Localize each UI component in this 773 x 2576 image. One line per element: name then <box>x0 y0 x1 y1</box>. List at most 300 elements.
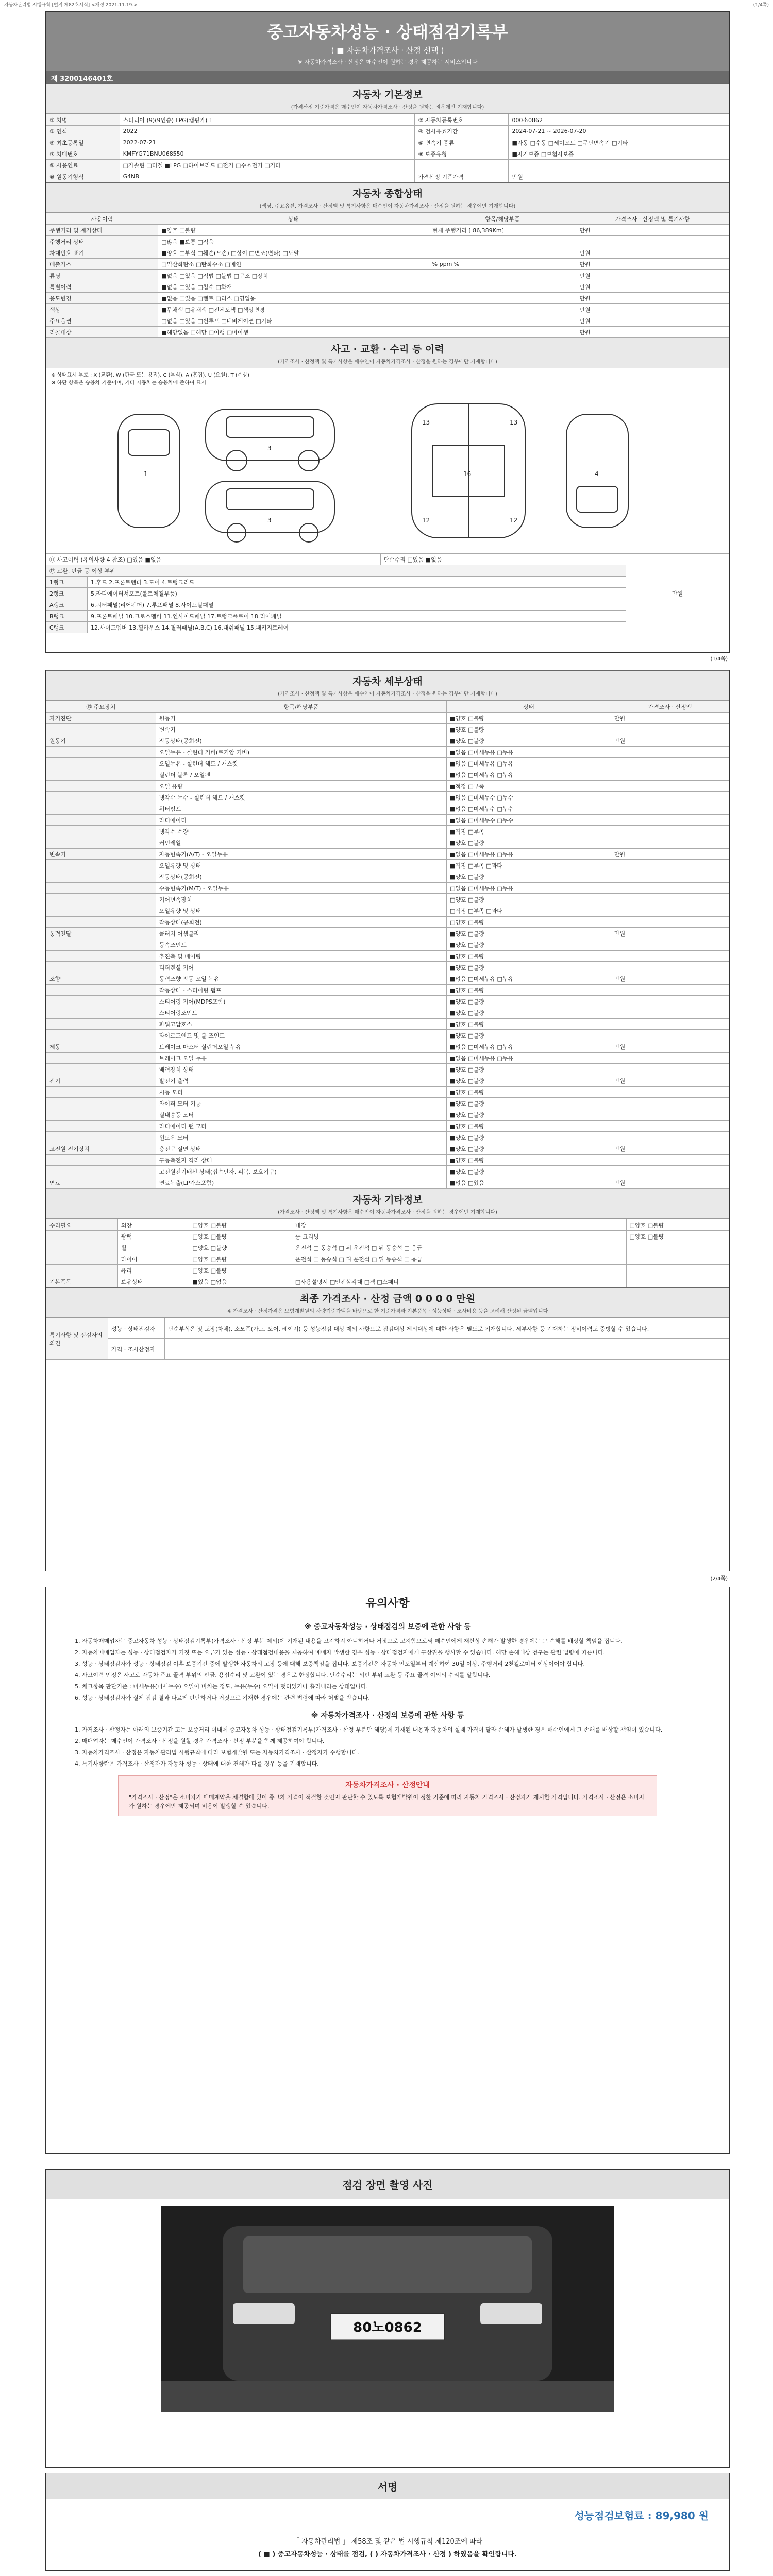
table-cell: ■양호 □불량 <box>446 928 611 939</box>
document-subtitle: ( ■ 자동차가격조사 · 산정 선택 ) <box>331 46 444 55</box>
table-cell: □많음 ■보통 □적음 <box>158 236 429 247</box>
table-cell: 제동 <box>46 1041 156 1053</box>
table-cell: ■없음 □있음 <box>446 1177 611 1189</box>
table-cell <box>429 304 576 315</box>
table-row <box>46 871 729 883</box>
table-cell: 주행거리 및 계기상태 <box>46 225 158 236</box>
table-cell: ■없음 □미세누수 □누수 <box>446 803 611 815</box>
table-row <box>46 996 729 1007</box>
table-cell: 만원 <box>611 1177 729 1189</box>
table-cell: ③ 연식 <box>46 126 120 137</box>
table-cell: 오일유량 및 상태 <box>156 905 446 917</box>
table-cell: 리콜대상 <box>46 327 158 338</box>
accident-legend: ※ 상태표시 부호 : X (교환), W (판금 또는 용접), C (부식), A (흠집), U (요철), T (손상) <box>51 372 250 378</box>
table-cell: 만원 <box>611 973 729 985</box>
table-cell: 보유상태 <box>117 1276 189 1287</box>
table-cell: 룸 크리닝 <box>292 1231 626 1242</box>
table-row <box>46 1030 729 1041</box>
table-row <box>46 917 729 928</box>
table-cell <box>611 962 729 973</box>
table-cell: ■자동 □수동 □세미오토 □무단변속기 □기타 <box>509 137 729 148</box>
table-row <box>46 747 729 758</box>
notice-title: 유의사항 <box>46 1587 729 1616</box>
table-row <box>46 126 729 137</box>
table-cell: ④ 검사유효기간 <box>415 126 509 137</box>
accident-header <box>46 338 729 368</box>
svg-text:12: 12 <box>422 517 430 524</box>
table-cell <box>46 724 156 735</box>
table-row <box>46 1155 729 1166</box>
notice-item: 3. 성능 · 상태점검자가 성능 · 상태점검 이후 보증기간 중에 발생한 자동차의 고장 등에 대해 보증책임을 집니다. 보증기간은 자동차 인도일부터 계산하여 30일 이상, 주행거리 2천킬로미터 이상이어야 합니다. <box>82 1659 709 1668</box>
table-cell <box>626 1265 729 1276</box>
table-row <box>46 769 729 781</box>
table-cell: ② 자동차등록번호 <box>415 114 509 126</box>
page-two <box>45 670 730 1571</box>
table-cell: 배력장치 상태 <box>156 1064 446 1075</box>
table-cell: ■없음 □미세누유 □누유 <box>446 769 611 781</box>
rank-name: B랭크 <box>46 611 88 622</box>
table-cell <box>46 1155 156 1166</box>
table-cell: 만원 <box>576 315 729 327</box>
column-header: ⑬ 주요장치 <box>46 701 156 713</box>
signature-title: 서명 <box>46 2473 729 2499</box>
table-cell <box>46 939 156 951</box>
table-cell: ■양호 □불량 <box>446 939 611 951</box>
signature-footer-two: ( ■ ) 중고자동차성능 · 상태를 점검, ( ) 자동차가격조사 · 산정 ) 하였음을 확인합니다. <box>258 2551 517 2558</box>
table-cell: 만원 <box>576 225 729 236</box>
signature-section <box>45 2473 730 2571</box>
table-cell <box>46 1087 156 1098</box>
table-cell <box>611 1155 729 1166</box>
table-cell <box>46 860 156 871</box>
notice-item: 1. 가격조사 · 산정자는 아래의 보증기간 또는 보증거리 이내에 중고자동차 성능 · 상태점검기록부(가격조사 · 산정 부분만 해당)에 기재된 내용과 자동차의 실제 가격이 달라 손해가 발생한 경우 매수인에게 그 손해를 배상할 책임이 있습니다. <box>82 1725 709 1734</box>
table-cell: 가격산정 기준가격 <box>415 171 509 182</box>
table-cell <box>611 792 729 803</box>
table-cell <box>611 905 729 917</box>
table-cell: ■양호 □불량 <box>158 225 429 236</box>
table-cell: □가솔린 □디젤 ■LPG □하이브리드 □전기 □수소전기 □기타 <box>120 160 415 171</box>
table-cell: ■자가보증 □보험사보증 <box>509 148 729 160</box>
table-row <box>46 315 729 327</box>
table-row <box>46 1132 729 1143</box>
vehicle-photo-icon <box>161 2206 614 2412</box>
table-cell <box>46 883 156 894</box>
table-cell: 용도변경 <box>46 293 158 304</box>
price-guide-text: "가격조사 · 산정"은 소비자가 매매계약을 체결함에 있어 중고차 가격이 적절한 것인지 판단할 수 있도록 보험개발원이 정한 기준에 따라 자동차 가격조사 · 산정자가 제시한 가격입니다. 가격조사 · 산정은 소비자가 원하는 경우에만 제공되며 비용이 발생할 수 있습니다. <box>129 1794 645 1809</box>
table-cell: 오일누유 - 실린더 커버(로커암 커버) <box>156 747 446 758</box>
table-row <box>46 1253 729 1265</box>
table-cell <box>611 894 729 905</box>
svg-text:1: 1 <box>144 470 148 478</box>
special-table <box>46 1318 729 1360</box>
table-row <box>46 293 729 304</box>
table-cell: 만원 <box>576 293 729 304</box>
table-cell <box>611 1098 729 1109</box>
special-row-label: 성능 · 상태점검자 <box>108 1318 165 1339</box>
table-cell: 만원 <box>576 304 729 315</box>
table-row <box>46 803 729 815</box>
table-cell: □사용설명서 □안전삼각대 □잭 □스패너 <box>292 1276 626 1287</box>
table-cell: 2022-07-21 <box>120 137 415 148</box>
table-cell <box>46 951 156 962</box>
other-title: 자동차 기타정보 <box>352 1194 423 1206</box>
record-number: 제 3200146401호 <box>46 71 729 83</box>
table-cell: 특별이력 <box>46 281 158 293</box>
table-row <box>46 1265 729 1276</box>
rank-items: 1.후드 2.프론트펜더 3.도어 4.트렁크리드 <box>88 577 626 588</box>
table-cell: 스티어링 기어(MDPS포함) <box>156 996 446 1007</box>
overall-desc: (색상, 주요옵션, 가격조사 · 산정액 및 특기사항은 매수인이 자동차가격조사 · 산정을 원하는 경우에만 기재합니다) <box>259 204 516 209</box>
detail-desc: (가격조사 · 산정액 및 특기사항은 매수인이 자동차가격조사 · 산정을 원하는 경우에만 기재합니다) <box>278 691 497 697</box>
table-cell <box>429 315 576 327</box>
table-row <box>46 1075 729 1087</box>
table-cell: 000소0862 <box>509 114 729 126</box>
table-cell: ⑧ 보증유형 <box>415 148 509 160</box>
accident-desc: (가격조사 · 산정액 및 특기사항은 매수인이 자동차가격조사 · 산정을 원하는 경우에만 기재합니다) <box>278 359 497 365</box>
table-cell: 자동변속기(A/T) - 오일누유 <box>156 849 446 860</box>
table-row <box>46 758 729 769</box>
table-cell <box>611 781 729 792</box>
table-cell <box>46 803 156 815</box>
table-cell <box>46 1132 156 1143</box>
table-cell: G4NB <box>120 171 415 182</box>
table-cell: 만원 <box>611 849 729 860</box>
table-row <box>46 1219 729 1231</box>
other-desc: (가격조사 · 산정액 및 특기사항은 매수인이 자동차가격조사 · 산정을 원하는 경우에만 기재합니다) <box>278 1210 497 1215</box>
table-cell: 운전석 □ 동승석 □ 뒤 운전석 □ 뒤 동승석 □ 응급 <box>292 1253 626 1265</box>
table-cell: 2022 <box>120 126 415 137</box>
form-header-line <box>0 0 773 8</box>
page-one-number: (1/4쪽) <box>710 656 728 662</box>
table-row <box>46 826 729 837</box>
table-cell: ■없음 □미세누유 □누유 <box>446 1053 611 1064</box>
notice-list-two <box>46 1725 729 1768</box>
rank-name: A랭크 <box>46 599 88 611</box>
table-cell <box>611 837 729 849</box>
column-header: 가격조사 · 산정액 <box>611 701 729 713</box>
table-cell: ■양호 □불량 <box>446 951 611 962</box>
special-label: 특기사항 및 점검자의 의견 <box>46 1318 108 1360</box>
table-cell: ■없음 □있음 □렌트 □리스 □영업용 <box>158 293 429 304</box>
table-row <box>46 735 729 747</box>
table-cell: KMFYG71BNU068550 <box>120 148 415 160</box>
table-cell <box>46 962 156 973</box>
table-row <box>46 837 729 849</box>
table-cell: 시동 모터 <box>156 1087 446 1098</box>
table-cell: 연료누출(LP가스포함) <box>156 1177 446 1189</box>
column-header: 상태 <box>446 701 611 713</box>
table-cell: ■없음 □미세누유 □누유 <box>446 973 611 985</box>
table-cell <box>46 917 156 928</box>
document-title: 중고자동차성능 · 상태점검기록부 <box>267 22 508 42</box>
table-row <box>46 815 729 826</box>
table-cell: 타이로드엔드 및 볼 조인트 <box>156 1030 446 1041</box>
table-cell: ■적정 □부족 □과다 <box>446 860 611 871</box>
table-cell <box>46 1053 156 1064</box>
table-cell: 작동상태 - 스티어링 펌프 <box>156 985 446 996</box>
table-cell: ■없음 □미세누수 □누수 <box>446 815 611 826</box>
table-cell: 브레이크 오일 누유 <box>156 1053 446 1064</box>
table-cell: 원동기 <box>46 735 156 747</box>
table-cell: ⑨ 사용연료 <box>46 160 120 171</box>
table-cell: □양호 □불량 <box>189 1242 292 1253</box>
table-cell <box>611 985 729 996</box>
table-cell <box>46 996 156 1007</box>
table-cell: □양호 □불량 <box>446 917 611 928</box>
table-cell <box>429 327 576 338</box>
table-cell <box>429 247 576 259</box>
svg-text:3: 3 <box>267 445 272 452</box>
table-cell <box>46 1166 156 1177</box>
table-cell: ■양호 □불량 <box>446 1121 611 1132</box>
basic-info-table <box>46 114 729 182</box>
rank-items: 9.프론트패널 10.크로스멤버 11.인사이드패널 17.트렁크플로어 18.리어패널 <box>88 611 626 622</box>
table-cell: ■해당없음 □해당 □이행 □미이행 <box>158 327 429 338</box>
price-row-value <box>165 1339 729 1360</box>
table-cell: ① 차명 <box>46 114 120 126</box>
table-cell <box>46 985 156 996</box>
car-outline-diagram <box>103 394 669 548</box>
price-guide-title: 자동차가격조사 · 산정안내 <box>345 1781 430 1789</box>
table-row <box>46 247 729 259</box>
table-cell: 2024-07-21 ~ 2026-07-20 <box>509 126 729 137</box>
notice-item: 2. 매매업자는 매수인이 가격조사 · 산정을 원할 경우 가격조사 · 산정 부분을 함께 제공하여야 합니다. <box>82 1737 709 1745</box>
svg-text:4: 4 <box>595 470 599 478</box>
accident-table <box>46 553 729 633</box>
table-row <box>46 327 729 338</box>
table-cell <box>46 1242 118 1253</box>
table-cell: 변속기 <box>156 724 446 735</box>
table-cell: ■양호 □불량 <box>446 962 611 973</box>
table-cell: 파워고압호스 <box>156 1019 446 1030</box>
table-cell <box>46 1098 156 1109</box>
overall-title: 자동차 종합상태 <box>352 188 423 199</box>
table-cell: 윈도우 모터 <box>156 1132 446 1143</box>
table-row <box>46 985 729 996</box>
table-cell: 내장 <box>292 1219 626 1231</box>
table-cell: 기어변속장치 <box>156 894 446 905</box>
table-row <box>46 1177 729 1189</box>
table-cell: 만원 <box>576 247 729 259</box>
notice-subtitle-two: ※ 자동차가격조사 · 산정의 보증에 관한 사항 등 <box>311 1711 464 1720</box>
table-cell: 원동기 <box>156 713 446 724</box>
table-cell: 외장 <box>117 1219 189 1231</box>
table-cell <box>611 758 729 769</box>
overall-table <box>46 213 729 338</box>
page-counter: (1/4쪽) <box>753 3 769 8</box>
table-row <box>46 883 729 894</box>
column-header: 사용이력 <box>46 213 158 225</box>
table-cell <box>611 917 729 928</box>
table-cell: 동력전달 <box>46 928 156 939</box>
table-cell: 추진축 및 베어링 <box>156 951 446 962</box>
notice-list <box>46 1637 729 1702</box>
table-cell <box>611 939 729 951</box>
table-cell <box>611 1109 729 1121</box>
table-cell <box>429 270 576 281</box>
detail-table <box>46 701 729 1189</box>
basic-info-header <box>46 83 729 114</box>
table-cell <box>611 951 729 962</box>
table-cell: % ppm % <box>429 259 576 270</box>
table-cell <box>611 860 729 871</box>
table-cell <box>611 1064 729 1075</box>
table-cell <box>46 769 156 781</box>
table-cell <box>611 883 729 894</box>
table-cell <box>611 747 729 758</box>
table-cell <box>611 1019 729 1030</box>
svg-text:13: 13 <box>510 419 518 426</box>
table-cell <box>611 1166 729 1177</box>
table-cell: ■양호 □불량 <box>446 713 611 724</box>
table-cell: 만원 <box>611 713 729 724</box>
table-cell: ■양호 □불량 <box>446 1155 611 1166</box>
table-cell: 충전구 절연 상태 <box>156 1143 446 1155</box>
table-cell: 라디에이터 팬 모터 <box>156 1121 446 1132</box>
table-cell: 냉각수 수량 <box>156 826 446 837</box>
table-row <box>46 160 729 171</box>
table-cell <box>611 1030 729 1041</box>
table-cell: 스티어링조인트 <box>156 1007 446 1019</box>
table-cell <box>611 815 729 826</box>
table-row <box>46 259 729 270</box>
table-cell: 만원 <box>576 259 729 270</box>
table-row <box>46 939 729 951</box>
table-row <box>46 1276 729 1287</box>
table-row <box>46 1007 729 1019</box>
table-cell: 수리필요 <box>46 1219 118 1231</box>
table-cell: ■양호 □불량 <box>446 724 611 735</box>
table-cell: ■양호 □불량 <box>446 735 611 747</box>
notice-page <box>45 1587 730 2154</box>
table-cell: □양호 □불량 <box>189 1231 292 1242</box>
table-cell: ■양호 □불량 <box>446 837 611 849</box>
table-cell: □양호 □불량 <box>626 1231 729 1242</box>
table-cell <box>415 160 509 171</box>
table-cell <box>611 803 729 815</box>
table-cell: ■양호 □불량 <box>446 871 611 883</box>
final-price-value: 0 0 0 0 만원 <box>415 1293 475 1304</box>
rank-name: 2랭크 <box>46 588 88 599</box>
table-cell <box>429 293 576 304</box>
table-cell: ■양호 □불량 <box>446 1087 611 1098</box>
table-cell: 동력조향 작동 오일 누유 <box>156 973 446 985</box>
table-cell: 등속조인트 <box>156 939 446 951</box>
table-cell: 만원 <box>611 928 729 939</box>
table-cell: □없음 □미세누유 □누유 <box>446 883 611 894</box>
rank-items: 5.라디에이터서포트(볼트체결부품) <box>88 588 626 599</box>
overall-header <box>46 182 729 213</box>
table-cell: □없음 □있음 □썬루프 □네비게이션 □기타 <box>158 315 429 327</box>
table-cell: 오일유량 및 상태 <box>156 860 446 871</box>
table-cell: 만원 <box>611 735 729 747</box>
table-cell <box>46 837 156 849</box>
table-cell: ⑥ 변속기 종류 <box>415 137 509 148</box>
table-cell <box>46 905 156 917</box>
table-row <box>46 1041 729 1053</box>
table-cell: ■양호 □불량 <box>446 1064 611 1075</box>
table-cell: ■양호 □불량 <box>446 1109 611 1121</box>
table-cell: ■양호 □불량 <box>446 996 611 1007</box>
table-cell: 워터펌프 <box>156 803 446 815</box>
table-cell <box>46 1109 156 1121</box>
table-row <box>46 724 729 735</box>
table-cell: 현재 주행거리 [ 86,389Km] <box>429 225 576 236</box>
table-cell: ■양호 □불량 <box>446 1166 611 1177</box>
table-cell: 고전원전기배선 상태(접속단자, 피복, 보호기구) <box>156 1166 446 1177</box>
table-cell <box>46 792 156 803</box>
table-row <box>46 1121 729 1132</box>
table-cell: 광택 <box>117 1231 189 1242</box>
table-cell <box>611 769 729 781</box>
rank-name: C랭크 <box>46 622 88 633</box>
table-cell: 구동축전지 격리 상태 <box>156 1155 446 1166</box>
table-cell <box>611 1053 729 1064</box>
photos-page <box>45 2169 730 2468</box>
table-cell: □적정 □부족 □과다 <box>446 905 611 917</box>
table-cell: 작동상태(공회전) <box>156 735 446 747</box>
table-row <box>46 849 729 860</box>
table-cell: 커먼레일 <box>156 837 446 849</box>
document-subnote: ※ 자동차가격조사 · 산정은 매수인이 원하는 경우 제공하는 서비스입니다 <box>297 59 478 65</box>
table-cell: 만원 <box>576 281 729 293</box>
table-row <box>46 1053 729 1064</box>
table-row <box>46 304 729 315</box>
table-cell <box>611 871 729 883</box>
table-cell: 만원 <box>611 1075 729 1087</box>
table-cell <box>292 1265 626 1276</box>
table-cell <box>46 1064 156 1075</box>
table-cell: 주요옵션 <box>46 315 158 327</box>
table-row <box>46 792 729 803</box>
column-header: 항목/해당부품 <box>156 701 446 713</box>
table-row <box>46 713 729 724</box>
table-row <box>46 951 729 962</box>
table-row <box>46 1242 729 1253</box>
table-cell <box>611 1087 729 1098</box>
notice-item: 4. 특기사항란은 가격조사 · 산정자가 자동차 성능 · 상태에 대한 견해가 다를 경우 등을 기재합니다. <box>82 1759 709 1768</box>
table-cell: 연료 <box>46 1177 156 1189</box>
table-cell <box>429 236 576 247</box>
table-cell: 만원 <box>611 1041 729 1053</box>
table-cell: ■없음 □있음 □침수 □화재 <box>158 281 429 293</box>
table-cell: ■없음 □미세누유 □누유 <box>446 849 611 860</box>
other-header <box>46 1189 729 1219</box>
table-row <box>46 171 729 182</box>
table-cell <box>46 1121 156 1132</box>
insurance-fee: 성능점검보험료 : 89,980 원 <box>574 2510 709 2522</box>
table-row <box>46 928 729 939</box>
table-cell: 만원 <box>576 270 729 281</box>
table-cell: 변속기 <box>46 849 156 860</box>
table-cell: 만원 <box>611 1143 729 1155</box>
table-cell: 주행거리 상태 <box>46 236 158 247</box>
table-cell <box>46 894 156 905</box>
simple-repair: 단순수리 □있음 ■없음 <box>380 554 626 565</box>
table-cell: ■없음 □미세누수 □누수 <box>446 792 611 803</box>
table-cell <box>46 758 156 769</box>
table-row <box>46 962 729 973</box>
table-cell: 실내송풍 모터 <box>156 1109 446 1121</box>
table-cell: 오일누유 - 실린더 헤드 / 개스킷 <box>156 758 446 769</box>
table-cell: 만원 <box>576 327 729 338</box>
accident-price: 만원 <box>626 554 729 633</box>
table-cell: 작동상태(공회전) <box>156 917 446 928</box>
table-cell: 스타리아 (9)(9인승) LPG(캠핑카) 1 <box>120 114 415 126</box>
table-cell: 전기 <box>46 1075 156 1087</box>
table-row <box>46 137 729 148</box>
table-cell: ■양호 □불량 <box>446 1132 611 1143</box>
